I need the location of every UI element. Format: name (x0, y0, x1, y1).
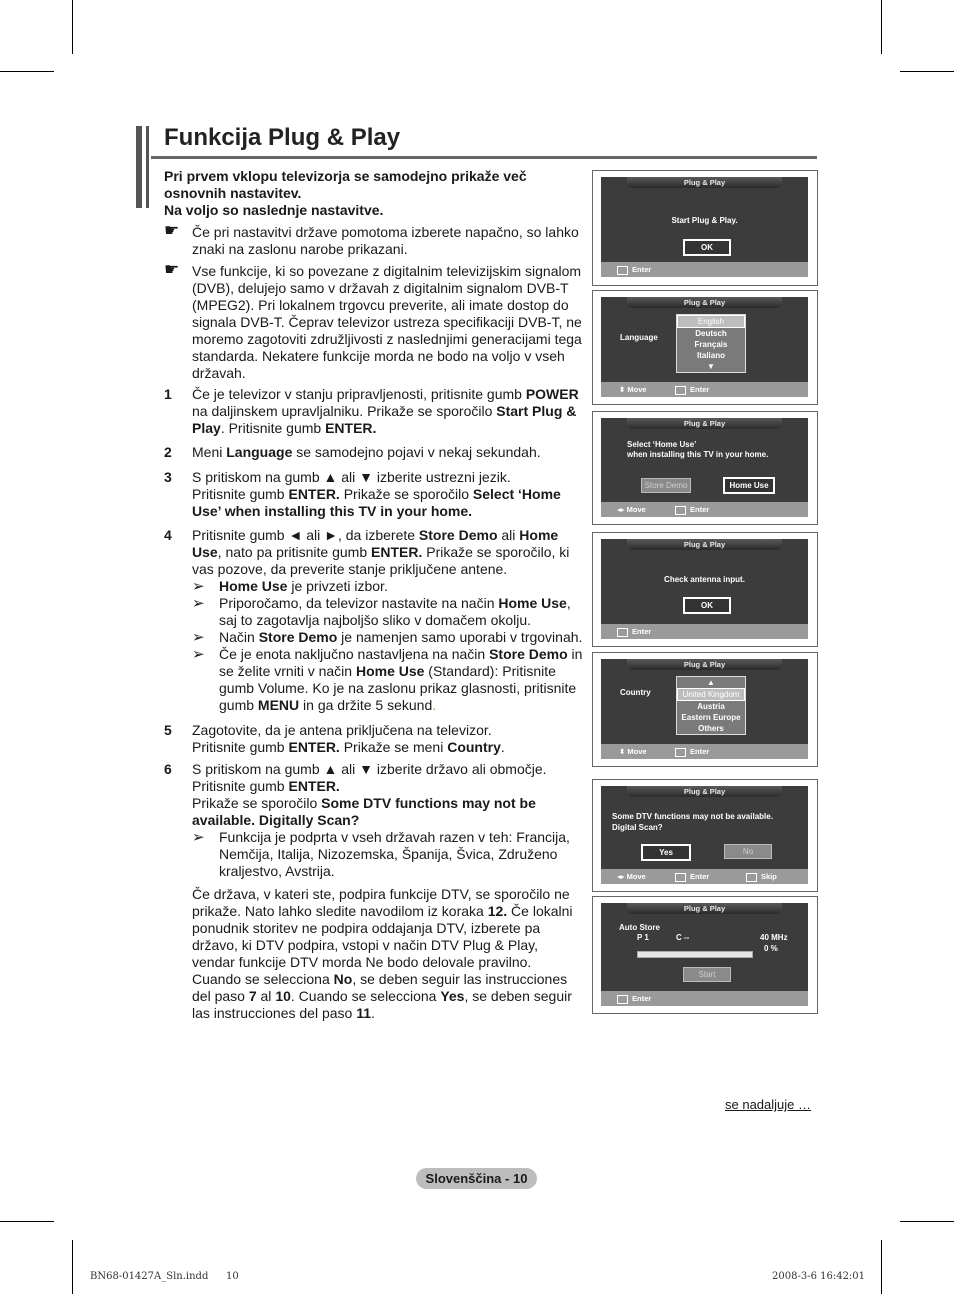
title-accent-bar (136, 126, 142, 208)
country-list (676, 676, 746, 735)
country-option[interactable]: United Kingdom (677, 688, 745, 701)
enter-hint: Enter (617, 991, 651, 1006)
tv-screen (601, 903, 808, 1006)
tv-screen (601, 659, 808, 759)
sub-note: ➢ Funkcija je podprta v vseh državah razen v teh: Francija, Nemčija, Italija, Nizozemska, Španija, Švica, Združeno kraljestvo, Avstrija. (192, 829, 570, 879)
step-text: S pritiskom na gumb ▲ ali ▼ izberite državo ali območje. (192, 761, 547, 777)
pointing-hand-icon: ☛ (164, 260, 180, 279)
arrow-bullet-icon: ➢ (192, 595, 205, 612)
intro (164, 168, 574, 219)
pointing-hand-icon: ☛ (164, 221, 180, 240)
enter-icon (617, 266, 628, 275)
step-text: S pritiskom na gumb ▲ ali ▼ izberite ustrezni jezik. (192, 469, 511, 485)
screen-message: Start Plug & Play. (671, 216, 738, 225)
step-1 (164, 386, 584, 437)
step-6 (164, 761, 584, 1022)
screen-footer (601, 744, 808, 759)
tv-screen (601, 786, 808, 884)
crop-mark (0, 71, 54, 72)
enter-icon (675, 386, 686, 395)
updown-icon: ⬍ (619, 385, 628, 394)
move-hint: ⬍ Move (619, 747, 647, 756)
ok-button[interactable]: OK (683, 597, 731, 614)
steps-list (164, 386, 584, 1027)
screen-panel-language (592, 290, 818, 405)
crop-mark (900, 1221, 954, 1222)
arrow-bullet-icon: ➢ (192, 829, 205, 846)
screen-footer (601, 624, 808, 639)
screen-title: Plug & Play (627, 539, 782, 550)
screen-panel-country (592, 652, 818, 767)
step-4 (164, 527, 584, 714)
language-option[interactable]: Français (694, 340, 728, 349)
no-button[interactable]: No (724, 844, 772, 859)
intro-line: Pri prvem vklopu televizorja se samodejno prikaže več osnovnih nastavitev. (164, 168, 527, 201)
step-number: 5 (164, 722, 172, 738)
title-accent-bar (146, 126, 149, 208)
tv-screen (601, 418, 808, 517)
step-number: 2 (164, 444, 172, 460)
screen-title: Plug & Play (627, 903, 782, 914)
store-demo-button[interactable]: Store Demo (641, 478, 691, 493)
intro-line: Na voljo so naslednje nastavitve. (164, 202, 384, 218)
frequency-readout: 40 MHz (760, 933, 788, 942)
screen-panel-autostore (592, 896, 818, 1014)
enter-hint: Enter (675, 382, 709, 397)
screen-panel-antenna (592, 532, 818, 647)
tv-screen (601, 539, 808, 639)
crop-mark (900, 71, 954, 72)
updown-icon: ⬍ (619, 747, 628, 756)
crop-mark (0, 1221, 54, 1222)
scroll-down-icon[interactable]: ▼ (707, 362, 715, 371)
leftright-icon: ◂▸ (617, 872, 627, 881)
arrow-bullet-icon: ➢ (192, 629, 205, 646)
home-use-button[interactable]: Home Use (723, 477, 775, 494)
step-text: Če država, v kateri ste, podpira funkcije DTV, se sporočilo ne prikaže. Nato lahko sledite navodilom iz koraka 12. Če lokalni ponudnik storitev ne podpira oddajanja DTV, izberete pa državo, ki DTV podpira, vstopi v način DTV Plug & Play, vendar funkcije DTV morda Ne bodo delovale pravilno. Cuando se selecciona No, se deben seguir las instrucciones del paso 7 al 10. Cuando se selecciona Yes, se deben seguir las instrucciones del paso 11. (192, 886, 573, 1021)
language-label: Language (620, 333, 658, 342)
language-option[interactable]: English (677, 315, 745, 328)
enter-icon (617, 995, 628, 1004)
country-option[interactable]: Others (698, 724, 724, 733)
screen-title: Plug & Play (627, 418, 782, 429)
crop-mark (72, 1240, 73, 1294)
arrow-bullet-icon: ➢ (192, 646, 205, 663)
enter-hint: Enter (675, 744, 709, 759)
start-button[interactable]: Start (683, 967, 731, 982)
screen-footer (601, 502, 808, 517)
step-text: Pritisnite gumb ENTER. Prikaže se sporočilo Select ‘Home Use’ when installing this TV in your home. (192, 486, 561, 519)
language-option[interactable]: Deutsch (695, 329, 727, 338)
screen-title: Plug & Play (627, 177, 782, 188)
footer-date: 2008-3-6 16:42:01 (772, 1271, 866, 1282)
enter-hint: Enter (617, 624, 651, 639)
enter-hint: Enter (675, 502, 709, 517)
step-text: Zagotovite, da je antena priključena na televizor. (192, 722, 492, 738)
tv-screen (601, 177, 808, 277)
yes-button[interactable]: Yes (641, 844, 691, 861)
language-option[interactable]: Italiano (696, 351, 725, 360)
note-text: Če pri nastavitvi države pomotoma izberete napačno, so lahko znaki na zaslonu narobe prikazani. (192, 224, 579, 257)
step-text: Prikaže se sporočilo Some DTV functions may not be available. Digitally Scan? (192, 795, 536, 828)
skip-hint: Skip (746, 869, 777, 884)
enter-icon (675, 506, 686, 515)
move-hint: ◂▸ Move (617, 505, 646, 514)
screen-message: Digital Scan? (612, 823, 663, 832)
enter-hint: Enter (617, 262, 651, 277)
country-option[interactable]: Austria (697, 702, 725, 711)
step-number: 6 (164, 761, 172, 777)
title-rule (151, 156, 817, 159)
screen-panel-mode (592, 411, 818, 525)
screen-footer (601, 262, 808, 277)
step-2 (164, 444, 584, 461)
screen-footer (601, 869, 808, 884)
screen-title: Plug & Play (627, 297, 782, 308)
enter-hint: Enter (675, 869, 709, 884)
step-3 (164, 469, 584, 520)
sub-note: ➢ Če je enota naključno nastavljena na način Store Demo in se želite vrniti v način Home Use (Standard): Pritisnite gumb Volume. Ko je na zaslonu prikaz glasnosti, pritisnite gumb MENU in ga držite 5 sekund. (192, 646, 583, 713)
channel-readout: C -- (676, 933, 690, 942)
scan-progress-bar (637, 951, 753, 958)
page-number-badge: Slovenščina - 10 (416, 1168, 537, 1189)
step-text: Če je televizor v stanju pripravljenosti, pritisnite gumb POWER na daljinskem upravljalniku. Prikaže se sporočilo Start Plug & Play. Pritisnite gumb ENTER. (192, 386, 579, 436)
screen-message: Select ‘Home Use’ (627, 440, 697, 449)
language-list (676, 314, 746, 373)
footer-page: 10 (226, 1271, 239, 1282)
step-text: Pritisnite gumb ENTER. (192, 778, 340, 794)
scroll-up-icon[interactable]: ▲ (707, 678, 715, 687)
enter-icon (617, 628, 628, 637)
screen-message: when installing this TV in your home. (627, 450, 769, 459)
crop-mark (72, 0, 73, 54)
screen-footer (601, 991, 808, 1006)
move-hint: ◂▸ Move (617, 872, 646, 881)
page-title: Funkcija Plug & Play (164, 124, 401, 151)
screen-title: Plug & Play (627, 659, 782, 670)
screen-panel-dtv (592, 779, 818, 892)
footer-filename: BN68-01427A_Sln.indd (90, 1271, 209, 1282)
tv-screen (601, 297, 808, 397)
continues-link: se nadaljuje … (725, 1097, 811, 1112)
percent-readout: 0 % (764, 944, 778, 953)
sub-note: ➢ Home Use je privzeti izbor. (192, 578, 388, 595)
leftright-icon: ◂▸ (617, 505, 627, 514)
crop-mark (881, 0, 882, 54)
step-5 (164, 722, 584, 756)
screen-message: Some DTV functions may not be available. (612, 812, 773, 821)
step-text: Meni Language se samodejno pojavi v nekaj sekundah. (192, 444, 541, 460)
screen-panel-start (592, 170, 818, 286)
note (164, 221, 584, 258)
sub-note: ➢ Priporočamo, da televizor nastavite na način Home Use, saj to zagotavlja najboljšo sliko v domačem okolju. (192, 595, 571, 628)
skip-icon (746, 873, 757, 882)
enter-icon (675, 873, 686, 882)
move-hint: ⬍ Move (619, 385, 647, 394)
program-readout: P 1 (637, 933, 649, 942)
screen-message: Check antenna input. (664, 575, 745, 584)
step-text: Pritisnite gumb ENTER. Prikaže se meni Country. (192, 739, 505, 755)
autostore-label: Auto Store (619, 923, 660, 932)
country-option[interactable]: Eastern Europe (681, 713, 741, 722)
country-label: Country (620, 688, 651, 697)
crop-mark (881, 1240, 882, 1294)
step-number: 3 (164, 469, 172, 485)
step-number: 1 (164, 386, 172, 402)
enter-icon (675, 748, 686, 757)
sub-note: ➢ Način Store Demo je namenjen samo uporabi v trgovinah. (192, 629, 583, 646)
ok-button[interactable]: OK (683, 239, 731, 256)
arrow-bullet-icon: ➢ (192, 578, 205, 595)
step-text: Pritisnite gumb ◄ ali ►, da izberete Store Demo ali Home Use, nato pa pritisnite gumb ENTER. Prikaže se sporočilo, ki vas pozove, da preverite stanje priključene antene. (192, 527, 570, 577)
note-text: Vse funkcije, ki so povezane z digitalnim televizijskim signalom (DVB), delujejo samo v državah z digitalnim signalom DVB-T (MPEG2). Pri lokalnem trgovcu preverite, ali imate dostop do signala DVB-T. Čeprav televizor ustreza specifikaciji DVB-T, ne moremo zagotoviti združljivosti z naslednjimi generacijami tega standarda. Nekatere funkcije morda ne bodo na voljo v vseh državah. (192, 263, 582, 381)
screen-footer (601, 382, 808, 397)
screen-title: Plug & Play (627, 786, 782, 797)
step-number: 4 (164, 527, 172, 543)
note (164, 260, 584, 382)
